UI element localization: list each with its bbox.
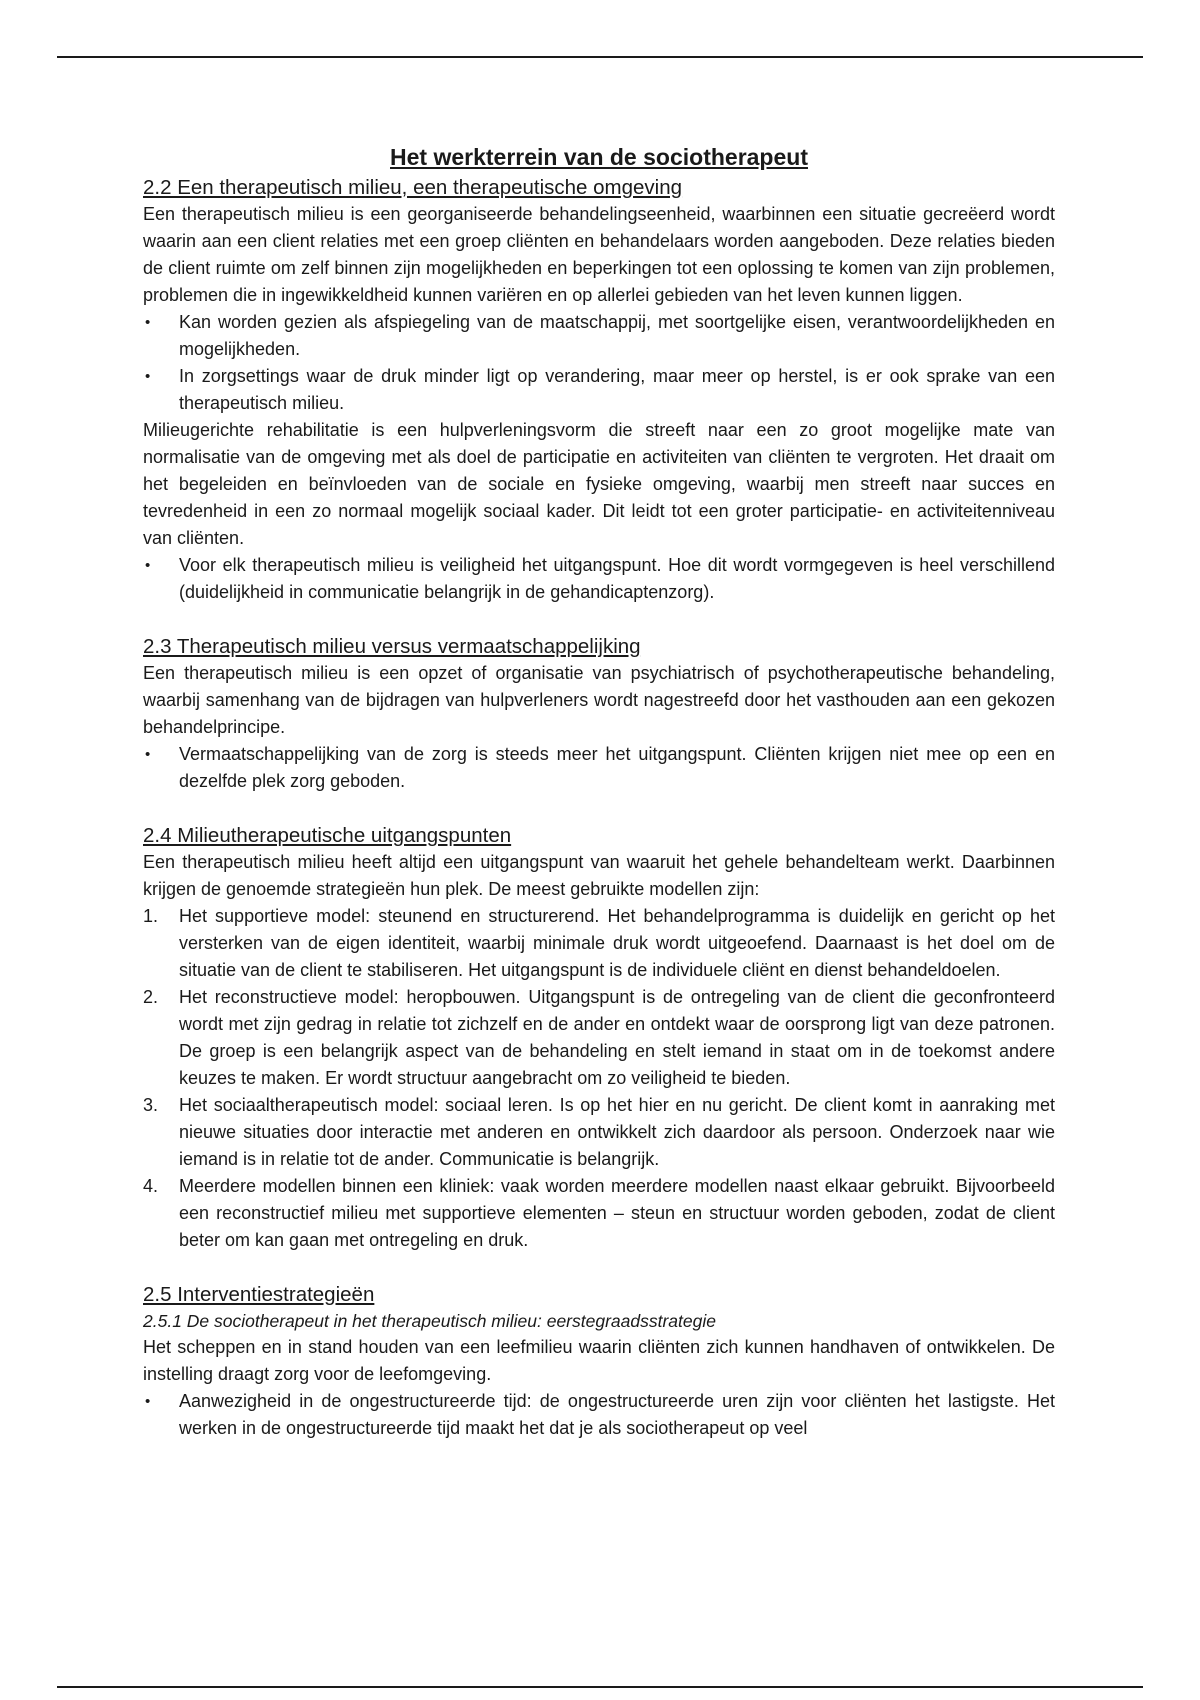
bullet-text: Vermaatschappelijking van de zorg is steeds meer het uitgangspunt. Cliënten krijgen niet mee op een en dezelfde plek zorg geboden. [179,744,1055,791]
header-rule [57,56,1143,58]
bullet-item [143,552,1055,606]
item-text: Meerdere modellen binnen een kliniek: vaak worden meerdere modellen naast elkaar gebruikt. Bijvoorbeeld een reconstructief milieu met supportieve elementen – steun en structuur worden geboden, zodat de client beter om kan gaan met ontregeling en druk. [179,1176,1055,1250]
bullet-icon: • [145,746,151,763]
bullet-text: Aanwezigheid in de ongestructureerde tijd: de ongestructureerde uren zijn voor cliënten het lastigste. Het werken in de ongestructureerde tijd maakt het dat je als sociotherapeut op veel [179,1391,1055,1438]
bullet-item [143,741,1055,795]
section-2-4-paragraph-1: Een therapeutisch milieu heeft altijd een uitgangspunt van waaruit het gehele behandelteam werkt. Daarbinnen krijgen de genoemde strategieën hun plek. De meest gebruikte modellen zijn: [143,852,1055,899]
item-number: 2. [143,987,159,1007]
item-number: 1. [143,906,159,926]
bullet-item [143,1388,1055,1442]
bullet-icon: • [145,368,151,385]
item-text: Het supportieve model: steunend en structurerend. Het behandelprogramma is duidelijk en gericht op het versterken van de eigen identiteit, waarbij minimale druk wordt uitgeoefend. Daarnaast is het doel om de situatie van de client te stabiliseren. Het uitgangspunt is de individuele cliënt en dienst behandeldoelen. [179,906,1055,980]
footer-rule [57,1686,1143,1688]
section-2-5-paragraph-1: Het scheppen en in stand houden van een leefmilieu waarin cliënten zich kunnen handhaven of ontwikkelen. De instelling draagt zorg voor de leefomgeving. [143,1337,1055,1384]
item-text: Het reconstructieve model: heropbouwen. Uitgangspunt is de ontregeling van de client die geconfronteerd wordt met zijn gedrag in relatie tot zichzelf en de ander en ontdekt waar de oorsprong ligt van deze patronen. De groep is een belangrijk aspect van de behandeling en stelt iemand in staat om in de toekomst andere keuzes te maken. Er wordt structuur aangebracht om zo veiligheid te bieden. [179,987,1055,1088]
section-2-4-heading: 2.4 Milieutherapeutische uitgangspunten [143,824,512,847]
bullet-item [143,309,1055,363]
item-text: Het sociaaltherapeutisch model: sociaal leren. Is op het hier en nu gericht. De client komt in aanraking met nieuwe situaties door interactie met anderen en ontwikkelt zich daardoor als persoon. Onderzoek naar wie iemand is in relatie tot de ander. Communicatie is belangrijk. [179,1095,1055,1169]
section-2-2-paragraph-1: Een therapeutisch milieu is een georganiseerde behandelingseenheid, waarbinnen een situatie gecreëerd wordt waarin aan een client relaties met een groep cliënten en behandelaars worden aangeboden. Deze relaties bieden de client ruimte om zelf binnen zijn mogelijkheden en beperkingen tot een oplossing te komen van zijn problemen, problemen die in ingewikkeldheid kunnen variëren en op allerlei gebieden van het leven kunnen liggen. [143,204,1055,305]
bullet-text: Voor elk therapeutisch milieu is veiligheid het uitgangspunt. Hoe dit wordt vormgegeven is heel verschillend (duidelijkheid in communicatie belangrijk in de gehandicaptenzorg). [179,555,1055,602]
bullet-text: In zorgsettings waar de druk minder ligt op verandering, maar meer op herstel, is er ook sprake van een therapeutisch milieu. [179,366,1055,413]
document-body [143,142,1055,1442]
numbered-item [143,1092,1055,1173]
section-2-2-heading: 2.2 Een therapeutisch milieu, een therapeutische omgeving [143,176,683,199]
item-number: 4. [143,1176,159,1196]
item-number: 3. [143,1095,159,1115]
bullet-text: Kan worden gezien als afspiegeling van de maatschappij, met soortgelijke eisen, verantwoordelijkheden en mogelijkheden. [179,312,1055,359]
bullet-icon: • [145,314,151,331]
section-2-5-heading: 2.5 Interventiestrategieën [143,1283,375,1306]
bullet-icon: • [145,557,151,574]
numbered-item [143,984,1055,1092]
numbered-item [143,903,1055,984]
numbered-item [143,1173,1055,1254]
section-2-3-heading: 2.3 Therapeutisch milieu versus vermaatschappelijking [143,635,641,658]
bullet-icon: • [145,1393,151,1410]
section-2-5-1-subheading: 2.5.1 De sociotherapeut in het therapeutisch milieu: eerstegraadsstrategie [143,1311,716,1331]
bullet-item [143,363,1055,417]
section-2-3-paragraph-1: Een therapeutisch milieu is een opzet of organisatie van psychiatrisch of psychotherapeutische behandeling, waarbij samenhang van de bijdragen van hulpverleners wordt nagestreefd door het vasthouden aan een gekozen behandelprincipe. [143,663,1055,737]
document-title: Het werkterrein van de sociotherapeut [390,144,808,170]
section-2-2-paragraph-2: Milieugerichte rehabilitatie is een hulpverleningsvorm die streeft naar een zo groot mogelijke mate van normalisatie van de omgeving met als doel de participatie en activiteiten van cliënten te vergroten. Het draait om het begeleiden en beïnvloeden van de sociale en fysieke omgeving, waarbij men streeft naar succes en tevredenheid in een zo normaal mogelijk sociaal kader. Dit leidt tot een groter participatie- en activiteitenniveau van cliënten. [143,420,1055,548]
